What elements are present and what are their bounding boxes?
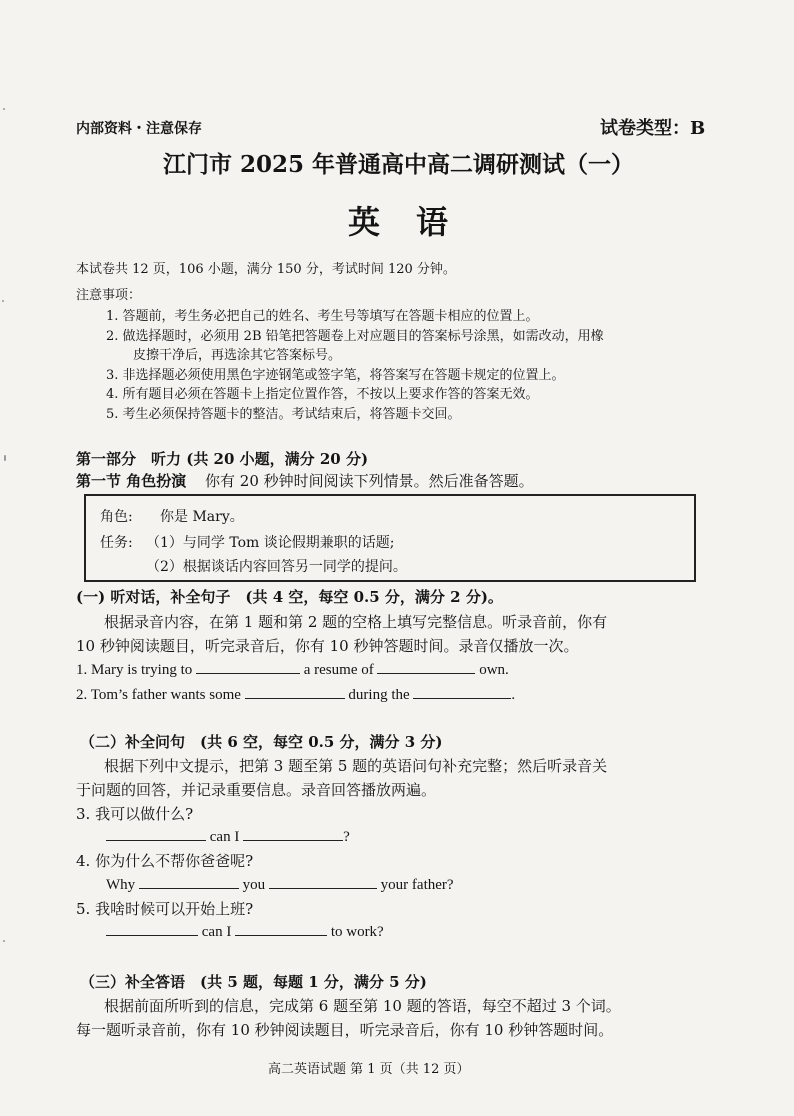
question-3-prompt: 3. 我可以做什么? xyxy=(76,805,194,823)
question-text: to work? xyxy=(330,924,384,940)
instruction-line: 每一题听录音前，你有 10 秒钟阅读题目，听完录音后，你有 10 秒钟答题时间。 xyxy=(76,1021,614,1039)
answer-blank[interactable] xyxy=(196,659,300,674)
task-item: （1）与同学 Tom 谈论假期兼职的话题; xyxy=(146,535,395,551)
answer-blank[interactable] xyxy=(106,921,198,936)
section-instruction: 你有 20 秒钟时间阅读下列情景。然后准备答题。 xyxy=(205,472,534,490)
question-4-prompt: 4. 你为什么不帮你爸爸呢? xyxy=(76,852,254,870)
answer-blank[interactable] xyxy=(139,874,239,889)
note-item-continued: 皮擦干净后，再选涂其它答案标号。 xyxy=(133,348,342,363)
role-value: 你是 Mary。 xyxy=(160,509,244,525)
question-2 xyxy=(76,684,515,704)
note-item: 3. 非选择题必须使用黑色字迹钢笔或签字笔，将答案写在答题卡规定的位置上。 xyxy=(106,368,565,383)
notes-heading: 注意事项： xyxy=(76,288,142,303)
section-label: 第一节 角色扮演 xyxy=(76,472,187,490)
role-label: 角色: xyxy=(100,509,133,525)
answer-blank[interactable] xyxy=(269,874,377,889)
question-4 xyxy=(106,874,454,894)
task-label: 任务: xyxy=(100,535,133,551)
scan-speck xyxy=(4,455,6,461)
section-line xyxy=(76,470,534,491)
scan-speck xyxy=(3,940,5,942)
note-item: 2. 做选择题时，必须用 2B 铅笔把答题卷上对应题目的答案标号涂黑，如需改动，用橡 xyxy=(106,329,604,344)
scan-speck xyxy=(3,108,5,110)
subsection-heading: （二）补全问句 (共 6 空，每空 0.5 分，满分 3 分) xyxy=(80,733,443,751)
question-3 xyxy=(106,826,350,846)
answer-blank[interactable] xyxy=(235,921,327,936)
question-1 xyxy=(76,659,509,679)
question-5-prompt: 5. 我啥时候可以开始上班? xyxy=(76,900,254,918)
part-heading: 第一部分 听力 (共 20 小题，满分 20 分) xyxy=(76,450,369,468)
role-play-box xyxy=(84,494,696,582)
confidential-label: 内部资料・注意保存 xyxy=(76,121,202,137)
question-text: your father? xyxy=(380,877,454,893)
question-text: ? xyxy=(343,829,350,845)
instruction-line: 根据下列中文提示，把第 3 题至第 5 题的英语问句补充完整；然后听录音关 xyxy=(104,757,608,775)
subsection-heading: （三）补全答语 (共 5 题，每题 1 分，满分 5 分) xyxy=(80,973,427,991)
instruction-line: 根据录音内容，在第 1 题和第 2 题的空格上填写完整信息。听录音前，你有 xyxy=(104,613,608,631)
exam-title: 江门市 2025 年普通高中高二调研测试（一） xyxy=(163,151,635,178)
subsection-heading: (一) 听对话，补全句子 (共 4 空，每空 0.5 分，满分 2 分)。 xyxy=(76,588,503,606)
paper-type: 试卷类型：B xyxy=(600,118,706,139)
answer-blank[interactable] xyxy=(245,684,345,699)
question-text: Why xyxy=(106,877,136,893)
question-text: during the xyxy=(348,687,410,703)
question-text: can I xyxy=(201,924,232,940)
question-text: a resume of xyxy=(303,662,374,678)
question-text: 2. Tom’s father wants some xyxy=(76,687,241,703)
instruction-line: 10 秒钟阅读题目，听完录音后，你有 10 秒钟答题时间。录音仅播放一次。 xyxy=(76,637,579,655)
note-item: 5. 考生必须保持答题卡的整洁。考试结束后，将答题卡交回。 xyxy=(106,407,461,422)
question-text: can I xyxy=(209,829,240,845)
answer-blank[interactable] xyxy=(377,659,475,674)
task-item: （2）根据谈话内容回答另一同学的提问。 xyxy=(146,559,407,575)
instruction-line: 于问题的回答，并记录重要信息。录音回答播放两遍。 xyxy=(76,781,437,799)
instruction-line: 根据前面所听到的信息，完成第 6 题至第 10 题的答语，每空不超过 3 个词。 xyxy=(104,997,621,1015)
answer-blank[interactable] xyxy=(106,826,206,841)
note-item: 4. 所有题目必须在答题卡上指定位置作答，不按以上要求作答的答案无效。 xyxy=(106,387,539,402)
question-text: own. xyxy=(479,662,509,678)
answer-blank[interactable] xyxy=(243,826,343,841)
answer-blank[interactable] xyxy=(413,684,511,699)
page-footer: 高二英语试题 第 1 页（共 12 页） xyxy=(268,1062,470,1077)
question-text: 1. Mary is trying to xyxy=(76,662,193,678)
subject-title: 英 语 xyxy=(348,203,451,241)
question-5 xyxy=(106,921,384,941)
question-text: . xyxy=(511,687,516,703)
scan-speck xyxy=(2,300,4,302)
question-text: you xyxy=(242,877,266,893)
exam-intro: 本试卷共 12 页，106 小题，满分 150 分，考试时间 120 分钟。 xyxy=(76,262,456,277)
note-item: 1. 答题前，考生务必把自己的姓名、考生号等填写在答题卡相应的位置上。 xyxy=(106,309,539,324)
